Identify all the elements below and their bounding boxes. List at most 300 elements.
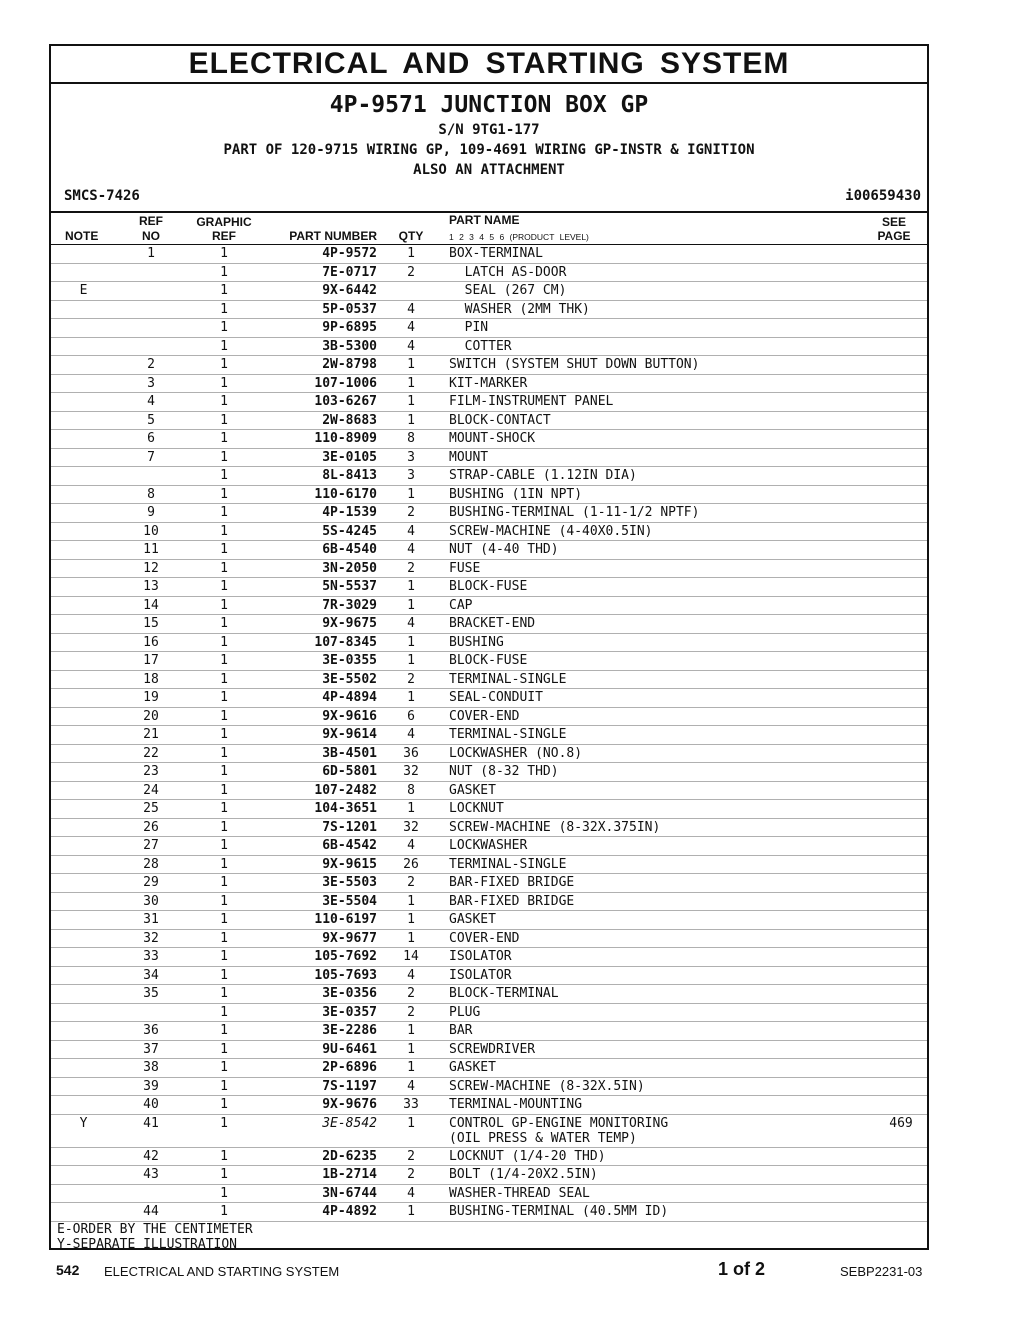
cell-part-name: TERMINAL-SINGLE [449,856,567,872]
cell-ref: 4 [147,394,155,409]
table-row [51,1203,927,1222]
table-row [51,911,927,930]
cell-part-number: 3E-5503 [322,875,377,890]
cell-part-number: 4P-1539 [322,505,377,520]
cell-ref: 32 [143,930,159,946]
cell-qty: 32 [403,819,419,835]
cell-qty: 4 [407,967,415,983]
col-ref-top: REF [139,214,163,228]
cell-part-name: FUSE [449,560,481,576]
cell-qty: 1 [407,357,415,372]
cell-ref: 30 [143,893,159,909]
cell-graphic: 1 [220,1023,228,1038]
cell-graphic: 1 [220,597,228,613]
cell-graphic: 1 [220,653,228,668]
cell-part-number: 7S-1201 [322,819,377,835]
cell-graphic: 1 [220,357,228,372]
cell-qty: 36 [403,745,419,761]
footer-page-number: 542 [56,1262,80,1278]
cell-part-name: SEAL (267 CM) [449,283,567,298]
table-row [51,634,927,653]
cell-qty: 33 [403,1097,419,1112]
cell-part-name: SCREW-MACHINE (8-32X.5IN) [449,1078,645,1094]
cell-part-name: WASHER-THREAD SEAL [449,1185,590,1201]
cell-part-number: 105-7692 [314,949,377,964]
table-row [51,800,927,819]
cell-part-name: SCREW-MACHINE (8-32X.375IN) [449,819,661,835]
cell-part-name: TERMINAL-SINGLE [449,727,567,742]
cell-part-name: GASKET [449,912,496,927]
cell-qty: 2 [407,671,415,687]
cell-part-number: 107-1006 [314,375,377,391]
cell-qty: 1 [407,246,415,261]
cell-qty: 4 [407,523,415,539]
cell-graphic: 1 [220,505,228,520]
cell-part-name: TERMINAL-SINGLE [449,671,567,687]
cell-part-number: 9X-9614 [322,727,377,742]
cell-ref: 29 [143,875,159,890]
table-row [51,689,927,708]
cell-qty: 6 [407,708,415,724]
cell-ref: 3 [147,375,155,391]
cell-graphic: 1 [220,819,228,835]
cell-part-name: MOUNT [449,449,489,465]
cell-part-number: 3E-5504 [322,893,377,909]
cell-part-name: ISOLATOR [449,949,512,964]
cell-qty: 1 [407,1060,415,1075]
cell-graphic: 1 [220,1097,228,1112]
cell-ref: 16 [143,634,159,650]
cell-part-number: 2P-6896 [322,1060,377,1075]
cell-part-number: 3B-4501 [322,745,377,761]
cell-part-name: SEAL-CONDUIT [449,690,543,705]
table-row [51,615,927,634]
cell-qty: 8 [407,782,415,798]
cell-part-name: BRACKET-END [449,616,536,631]
cell-ref: 13 [143,579,159,594]
cell-graphic: 1 [220,449,228,465]
cell-ref: 8 [147,486,155,502]
cell-qty: 4 [407,301,415,317]
cell-graphic: 1 [220,579,228,594]
table-row [51,245,927,264]
table-row [51,671,927,690]
table-row [51,264,927,283]
cell-part-number: 2W-8683 [322,412,377,428]
table-row [51,1059,927,1078]
cell-part-name: MOUNT-SHOCK [449,431,536,446]
cell-graphic: 1 [220,930,228,946]
cell-ref: 27 [143,838,159,853]
cell-part-number: 8L-8413 [322,468,377,483]
cell-graphic: 1 [220,949,228,964]
cell-ref: 11 [143,542,159,557]
cell-graphic: 1 [220,1004,228,1020]
cell-graphic: 1 [220,967,228,983]
table-row [51,967,927,986]
cell-part-name: ISOLATOR [449,967,512,983]
cell-part-number: 107-2482 [314,782,377,798]
cell-graphic: 1 [220,764,228,779]
cell-part-number: 4P-4894 [322,690,377,705]
cell-part-number: 4P-4892 [322,1204,377,1219]
illustration-id: i00659430 [845,188,921,204]
cell-qty: 4 [407,727,415,742]
cell-qty: 1 [407,893,415,909]
cell-qty: 32 [403,764,419,779]
table-row [51,1096,927,1115]
table-row [51,837,927,856]
col-note: NOTE [65,229,99,243]
cell-part-name: BAR [449,1023,473,1038]
cell-part-number: 3N-2050 [322,560,377,576]
cell-part-number: 2W-8798 [322,357,377,372]
cell-graphic: 1 [220,468,228,483]
cell-graphic: 1 [220,727,228,742]
cell-ref: 41 [143,1115,159,1131]
cell-ref: 44 [143,1204,159,1219]
cell-graphic: 1 [220,283,228,298]
smcs-code: SMCS-7426 [64,188,140,204]
cell-graphic: 1 [220,486,228,502]
cell-graphic: 1 [220,1204,228,1219]
table-row [51,449,927,468]
cell-graphic: 1 [220,523,228,539]
table-row [51,782,927,801]
cell-graphic: 1 [220,782,228,798]
col-product-levels: 1 2 3 4 5 6 (PRODUCT LEVEL) [449,232,589,242]
cell-part-number: 6D-5801 [322,764,377,779]
table-row [51,523,927,542]
cell-graphic: 1 [220,1148,228,1164]
footer-section: ELECTRICAL AND STARTING SYSTEM [104,1264,340,1279]
cell-part-number: 3E-0355 [322,653,377,668]
table-row [51,1022,927,1041]
cell-graphic: 1 [220,431,228,446]
cell-qty: 1 [407,579,415,594]
cell-part-number: 3E-0357 [322,1004,377,1020]
footer-doc-id: SEBP2231-03 [840,1264,923,1279]
table-row [51,319,927,338]
cell-graphic: 1 [220,893,228,909]
cell-part-name: CAP [449,597,473,613]
cell-ref: 43 [143,1167,159,1182]
cell-graphic: 1 [220,1115,228,1131]
cell-part-name: SCREW-MACHINE (4-40X0.5IN) [449,523,653,539]
cell-part-number: 9X-9616 [322,708,377,724]
cell-ref: 1 [147,246,155,261]
cell-part-number: 105-7693 [314,967,377,983]
table-row [51,985,927,1004]
cell-part-name: LOCKNUT [449,801,504,816]
table-row [51,726,927,745]
cell-qty: 2 [407,560,415,576]
cell-ref: 2 [147,357,155,372]
cell-qty: 1 [407,394,415,409]
cell-part-number: 107-8345 [314,634,377,650]
cell-qty: 2 [407,1148,415,1164]
cell-qty: 1 [407,912,415,927]
cell-part-name: BUSHING (1IN NPT) [449,486,583,502]
cell-part-name: BLOCK-FUSE [449,579,528,594]
cell-qty: 1 [407,412,415,428]
table-row [51,819,927,838]
cell-part-name: BLOCK-FUSE [449,653,528,668]
cell-part-number: 9X-9615 [322,856,377,872]
cell-graphic: 1 [220,412,228,428]
cell-part-name: BOX-TERMINAL [449,246,543,261]
cell-part-name: COVER-END [449,708,520,724]
cell-graphic: 1 [220,560,228,576]
table-row [51,1078,927,1097]
cell-graphic: 1 [220,1041,228,1057]
cell-graphic: 1 [220,838,228,853]
col-qty: QTY [398,229,424,243]
cell-see-page: 469 [889,1115,913,1131]
cell-qty: 14 [403,949,419,964]
cell-ref: 37 [143,1041,159,1057]
cell-ref: 15 [143,616,159,631]
cell-qty: 1 [407,1023,415,1038]
table-row [51,1004,927,1023]
cell-graphic: 1 [220,1060,228,1075]
col-see-top: SEE [881,215,906,229]
cell-part-number: 104-3651 [314,801,377,816]
cell-qty: 1 [407,653,415,668]
cell-part-name: COTTER [449,338,512,354]
table-row [51,1041,927,1060]
cell-part-name: KIT-MARKER [449,375,528,391]
table-row [51,560,927,579]
table-row [51,467,927,486]
cell-qty: 1 [407,1115,415,1131]
col-part-name: PART NAME [449,213,520,227]
cell-ref: 33 [143,949,159,964]
part-of-text: PART OF 120-9715 WIRING GP, 109-4691 WIRING GP-INSTR & IGNITION [223,142,755,158]
cell-qty: 2 [407,1167,415,1182]
cell-part-name: LOCKWASHER [449,838,528,853]
cell-graphic: 1 [220,1185,228,1201]
cell-qty: 3 [407,449,415,465]
cell-ref: 26 [143,819,159,835]
cell-part-name: BLOCK-TERMINAL [449,986,559,1001]
cell-part-number: 7E-0717 [322,264,377,280]
cell-part-number: 110-8909 [314,431,377,446]
table-row [51,393,927,412]
cell-qty: 4 [407,320,415,335]
cell-ref: 21 [143,727,159,742]
cell-part-number: 4P-9572 [322,246,377,261]
footer-page-of: 1 of 2 [718,1259,766,1279]
cell-graphic: 1 [220,856,228,872]
cell-graphic: 1 [220,1078,228,1094]
cell-qty: 2 [407,1004,415,1020]
cell-graphic: 1 [220,708,228,724]
cell-qty: 4 [407,542,415,557]
cell-qty: 2 [407,264,415,280]
table-row [51,578,927,597]
table-row [51,597,927,616]
cell-graphic: 1 [220,616,228,631]
cell-part-number: 6B-4542 [322,838,377,853]
cell-ref: 20 [143,708,159,724]
cell-qty: 1 [407,1041,415,1057]
col-part-number: PART NUMBER [289,229,377,243]
cell-graphic: 1 [220,986,228,1001]
cell-ref: 34 [143,967,159,983]
table-row [51,856,927,875]
cell-graphic: 1 [220,320,228,335]
cell-part-name: FILM-INSTRUMENT PANEL [449,394,614,409]
table-row [51,282,927,301]
notes-legend [57,1222,253,1252]
cell-note: Y [79,1115,88,1131]
cell-graphic: 1 [220,246,228,261]
table-row [51,874,927,893]
group-header [51,84,927,213]
cell-ref: 28 [143,856,159,872]
cell-ref: 19 [143,690,159,705]
col-graphic-bottom: REF [212,229,236,243]
parts-table-body [51,245,927,1222]
column-headers [51,213,927,245]
cell-graphic: 1 [220,634,228,650]
cell-qty: 1 [407,634,415,650]
cell-note: E [79,283,88,298]
cell-ref: 42 [143,1148,159,1164]
cell-part-name: TERMINAL-MOUNTING [449,1097,583,1112]
cell-part-number: 3E-8542 [322,1115,377,1131]
cell-graphic: 1 [220,912,228,927]
cell-ref: 18 [143,671,159,687]
table-row [51,412,927,431]
cell-part-number: 5S-4245 [322,523,377,539]
cell-part-name: BUSHING [449,634,504,650]
table-row [51,893,927,912]
cell-ref: 10 [143,523,159,539]
cell-graphic: 1 [220,375,228,391]
cell-part-name: SCREWDRIVER [449,1041,536,1057]
cell-qty: 4 [407,1185,415,1201]
cell-part-name: BOLT (1/4-20X2.5IN) [449,1167,598,1182]
cell-ref: 14 [143,597,159,613]
cell-part-number: 9P-6895 [322,320,377,335]
cell-part-name: BLOCK-CONTACT [449,412,551,428]
cell-part-number: 1B-2714 [322,1167,377,1182]
cell-part-name: PIN [449,320,489,335]
cell-part-name: NUT (8-32 THD) [449,764,559,779]
cell-part-number: 3B-5300 [322,338,377,354]
cell-part-number: 9X-9677 [322,930,377,946]
cell-qty: 3 [407,468,415,483]
note-y: Y-SEPARATE ILLUSTRATION [57,1237,238,1252]
table-row [51,652,927,671]
cell-graphic: 1 [220,394,228,409]
col-ref-bottom: NO [142,229,160,243]
cell-ref: 22 [143,745,159,761]
attachment-text: ALSO AN ATTACHMENT [413,162,565,178]
cell-part-name: CONTROL GP-ENGINE MONITORING (OIL PRESS & WATER TEMP) [449,1115,669,1146]
cell-part-number: 9X-6442 [322,283,377,298]
cell-ref: 5 [147,412,155,428]
cell-ref: 36 [143,1023,159,1038]
cell-qty: 8 [407,431,415,446]
cell-part-name: WASHER (2MM THK) [449,301,590,317]
cell-ref: 31 [143,912,159,927]
cell-part-number: 9U-6461 [322,1041,377,1057]
table-row [51,1148,927,1167]
parts-page-frame [49,44,929,1250]
cell-part-name: BAR-FIXED BRIDGE [449,893,575,909]
cell-qty: 1 [407,375,415,391]
cell-qty: 1 [407,486,415,502]
cell-graphic: 1 [220,671,228,687]
cell-graphic: 1 [220,745,228,761]
cell-graphic: 1 [220,1167,228,1182]
cell-part-number: 3E-0105 [322,449,377,465]
cell-ref: 17 [143,653,159,668]
cell-ref: 7 [147,449,155,465]
cell-part-number: 7R-3029 [322,597,377,613]
cell-part-name: GASKET [449,782,496,798]
cell-part-number: 5P-0537 [322,301,377,317]
cell-graphic: 1 [220,301,228,317]
cell-ref: 25 [143,801,159,816]
cell-qty: 1 [407,1204,415,1219]
cell-qty: 2 [407,505,415,520]
col-graphic-top: GRAPHIC [196,215,252,229]
cell-ref: 35 [143,986,159,1001]
cell-part-number: 3N-6744 [322,1185,377,1201]
cell-part-number: 9X-9676 [322,1097,377,1112]
table-row [51,504,927,523]
cell-part-number: 9X-9675 [322,616,377,631]
table-row [51,1185,927,1204]
table-row [51,356,927,375]
cell-qty: 4 [407,616,415,631]
cell-part-name: PLUG [449,1004,481,1020]
cell-qty: 1 [407,801,415,816]
cell-ref: 38 [143,1060,159,1075]
table-row [51,375,927,394]
cell-ref: 40 [143,1097,159,1112]
cell-part-name: BUSHING-TERMINAL (40.5MM ID) [449,1204,669,1219]
cell-part-name: GASKET [449,1060,496,1075]
cell-qty: 4 [407,338,415,354]
cell-ref: 12 [143,560,159,576]
cell-part-name: COVER-END [449,930,520,946]
cell-part-number: 7S-1197 [322,1078,377,1094]
cell-ref: 39 [143,1078,159,1094]
table-row [51,541,927,560]
cell-part-name: LATCH AS-DOOR [449,264,567,280]
cell-part-name: LOCKWASHER (NO.8) [449,745,583,761]
table-row [51,708,927,727]
table-row [51,1115,927,1148]
cell-qty: 1 [407,690,415,705]
cell-qty: 2 [407,875,415,890]
table-row [51,1166,927,1185]
group-title: 4P-9571 JUNCTION BOX GP [329,92,649,118]
cell-qty: 1 [407,597,415,613]
cell-qty: 4 [407,838,415,853]
cell-part-number: 110-6170 [314,486,377,502]
cell-part-number: 2D-6235 [322,1148,377,1164]
cell-part-name: NUT (4-40 THD) [449,542,559,557]
table-row [51,301,927,320]
cell-part-number: 6B-4540 [322,542,377,557]
cell-part-name: BUSHING-TERMINAL (1-11-1/2 NPTF) [449,505,700,520]
